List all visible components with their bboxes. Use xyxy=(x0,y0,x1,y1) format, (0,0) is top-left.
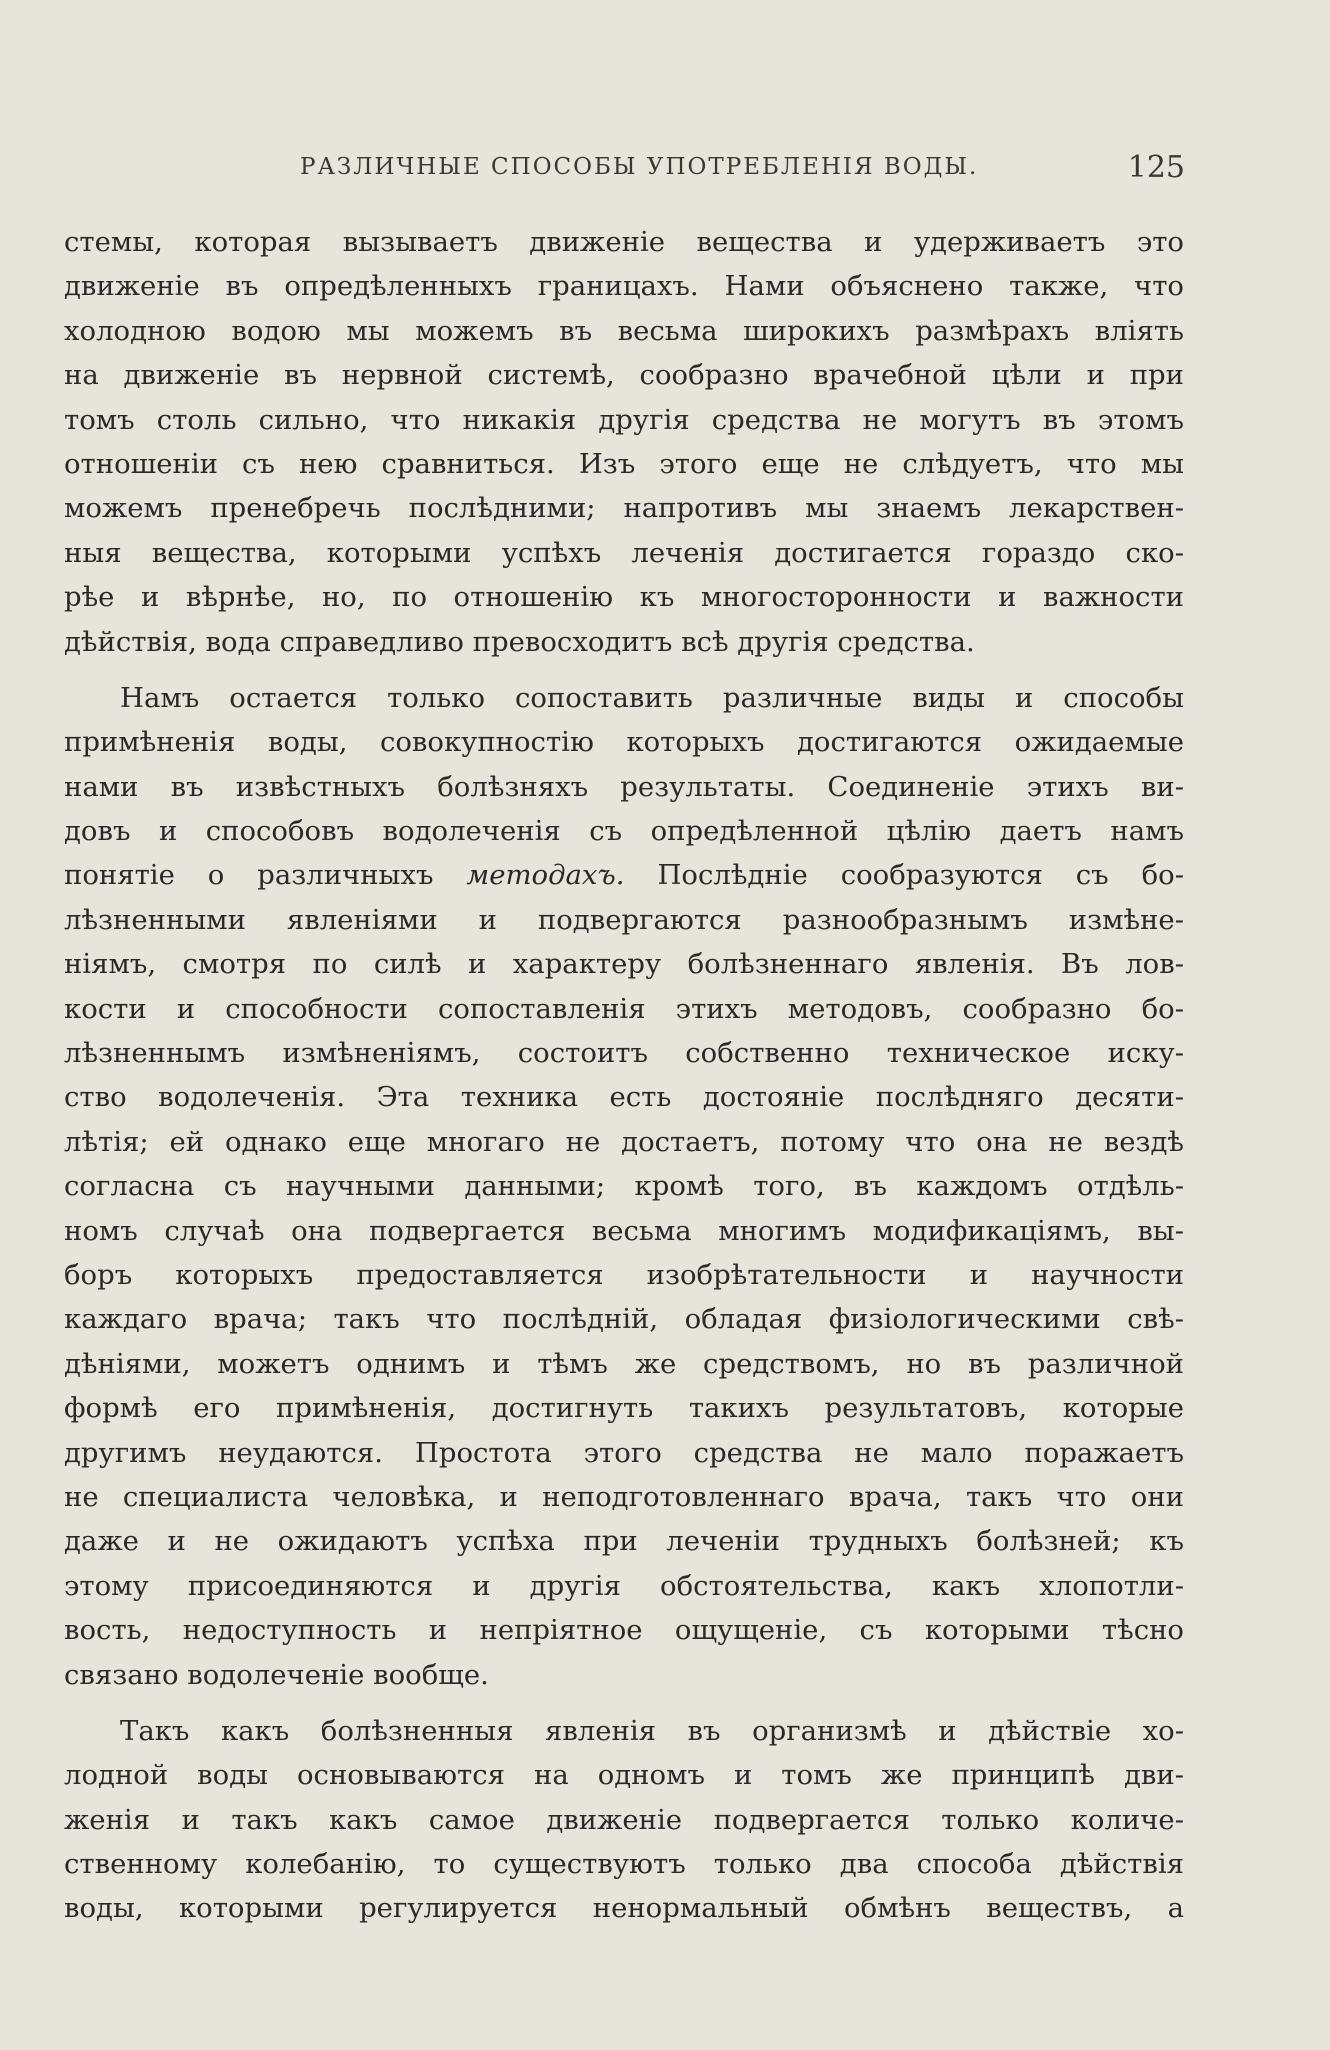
text-line: томъ столь сильно, что никакія другія средства не могутъ въ этомъ xyxy=(64,403,1184,436)
text-line: ніямъ, смотря по силѣ и характеру болѣзненнаго явленія. Въ лов- xyxy=(64,948,1184,981)
text-line: лѣзненнымъ измѣненіямъ, состоитъ собственно техническое иску- xyxy=(64,1037,1184,1070)
text-line: номъ случаѣ она подвергается весьма многимъ модификаціямъ, вы- xyxy=(64,1214,1184,1247)
emphasized-term: методахъ. xyxy=(466,859,625,892)
text-line: рѣе и вѣрнѣе, но, по отношенію къ многосторонности и важности xyxy=(64,581,1184,614)
text-line: этому присоединяются и другія обстоятельства, какъ хлопотли- xyxy=(64,1569,1184,1602)
text-line: женія и такъ какъ самое движеніе подвергается только количе- xyxy=(64,1803,1184,1836)
text-line: лѣзненными явленіями и подвергаются разнообразнымъ измѣне- xyxy=(64,903,1184,936)
text-line: на движеніе въ нервной системѣ, сообразно врачебной цѣли и при xyxy=(64,359,1184,392)
text-line: Такъ какъ болѣзненныя явленія въ организмѣ и дѣйствіе хо- xyxy=(120,1714,1184,1747)
text-line: боръ которыхъ предоставляется изобрѣтательности и научности xyxy=(64,1258,1184,1291)
text-line: каждаго врача; такъ что послѣдній, обладая физіологическими свѣ- xyxy=(64,1303,1184,1336)
text-line: движеніе въ опредѣленныхъ границахъ. Нами объяснено также, что xyxy=(64,270,1184,303)
text-line: Намъ остается только сопоставить различные виды и способы xyxy=(120,681,1184,714)
page-header xyxy=(300,150,1185,190)
running-title: РАЗЛИЧНЫЕ СПОСОБЫ УПОТРЕБЛЕНІЯ ВОДЫ. xyxy=(300,154,979,180)
text-line-with-emphasis xyxy=(64,853,1184,897)
text-line: дѣйствія, вода справедливо превосходитъ всѣ другія средства. xyxy=(64,625,975,658)
text-line: холодною водою мы можемъ въ весьма широкихъ размѣрахъ влiять xyxy=(64,314,1184,347)
text-line: воды, которыми регулируется ненормальный обмѣнъ веществъ, а xyxy=(64,1892,1184,1925)
text-line: связано водолеченіе вообще. xyxy=(64,1658,489,1691)
text-line: другимъ неудаются. Простота этого средства не мало поражаетъ xyxy=(64,1436,1184,1469)
page-number: 125 xyxy=(1127,150,1185,185)
text-line: нами въ извѣстныхъ болѣзняхъ результаты. Соединеніе этихъ ви- xyxy=(64,770,1184,803)
text-line: примѣненія воды, совокупностію которыхъ достигаются ожидаемые xyxy=(64,726,1184,759)
text-line: вость, недоступность и непріятное ощущеніе, съ которыми тѣсно xyxy=(64,1614,1184,1647)
text-line: дѣніями, можетъ однимъ и тѣмъ же средствомъ, но въ различной xyxy=(64,1347,1184,1380)
text-line: стемы, которая вызываетъ движеніе вещества и удерживаетъ это xyxy=(64,226,1184,258)
text-line: довъ и способовъ водолеченія съ опредѣленной цѣлію даетъ намъ xyxy=(64,815,1184,848)
text-line: можемъ пренебречь послѣдними; напротивъ мы знаемъ лекарствен- xyxy=(64,492,1184,525)
body-text xyxy=(64,220,1184,1931)
text-line: ство водолеченія. Эта техника есть достояніе послѣдняго десяти- xyxy=(64,1081,1184,1114)
paragraph-1 xyxy=(64,220,1184,664)
text-line: отношеніи съ нею сравниться. Изъ этого еще не слѣдуетъ, что мы xyxy=(64,447,1184,480)
text-line: лѣтія; ей однако еще многаго не достаетъ, потому что она не вездѣ xyxy=(64,1125,1184,1158)
text-fragment: Послѣдніе сообразуются съ бо- xyxy=(624,859,1185,892)
text-line: ныя вещества, которыми успѣхъ леченія достигается гораздо ско- xyxy=(64,536,1184,569)
paragraph-3 xyxy=(64,1709,1184,1931)
text-line: согласна съ научными данными; кромѣ того, въ каждомъ отдѣль- xyxy=(64,1170,1184,1203)
text-line: ственному колебанію, то существуютъ только два способа дѣйствія xyxy=(64,1848,1184,1881)
text-line: лодной воды основываются на одномъ и томъ же принципѣ дви- xyxy=(64,1759,1184,1792)
text-fragment: понятіе о различныхъ xyxy=(64,859,467,892)
paragraph-2 xyxy=(64,676,1184,1697)
text-line: кости и способности сопоставленія этихъ методовъ, сообразно бо- xyxy=(64,992,1184,1025)
text-line: формѣ его примѣненія, достигнуть такихъ результатовъ, которые xyxy=(64,1392,1184,1425)
text-line: даже и не ожидаютъ успѣха при леченіи трудныхъ болѣзней; къ xyxy=(64,1525,1184,1558)
text-line: не специалиста человѣка, и неподготовленнаго врача, такъ что они xyxy=(64,1480,1184,1513)
